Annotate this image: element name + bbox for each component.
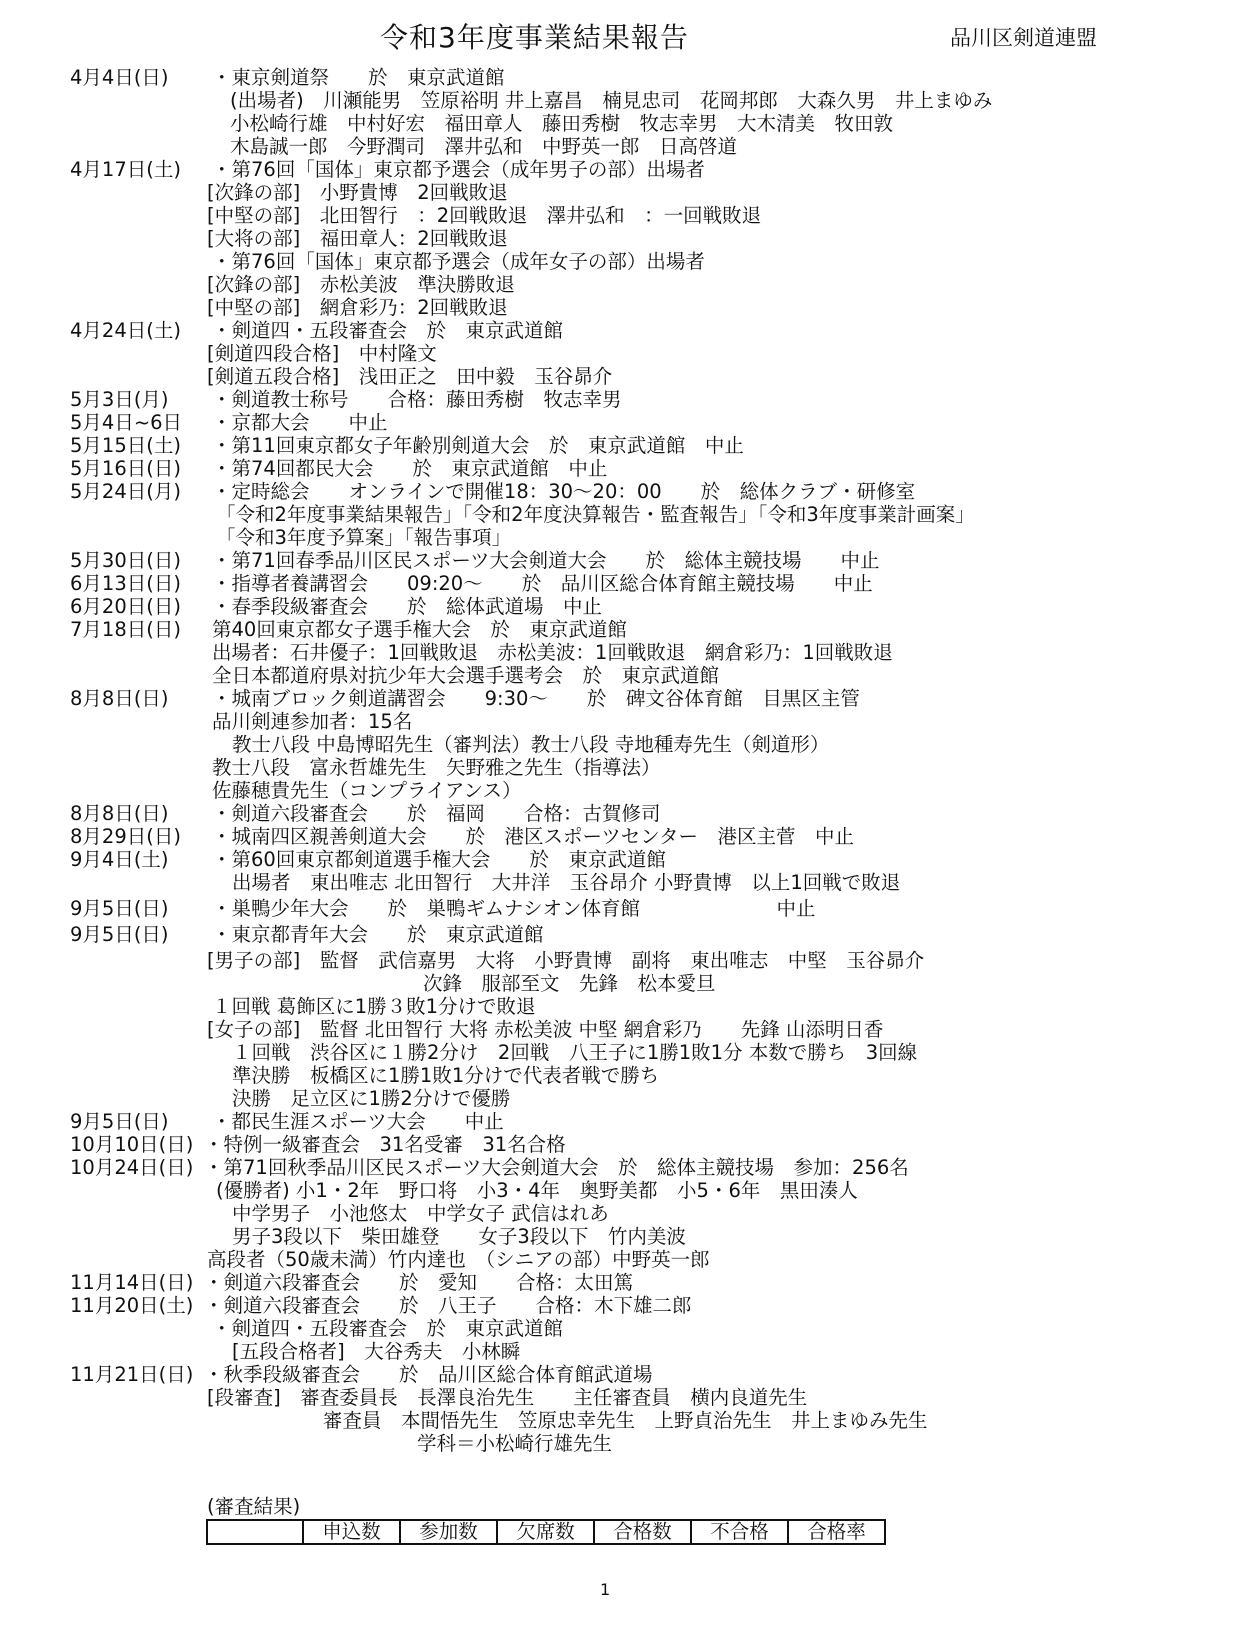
table-header-cell: 申込数 [303, 1520, 400, 1544]
page-number: 1 [600, 1580, 611, 1599]
entry-date: 8月8日(日) [70, 687, 169, 710]
entry-date: 8月8日(日) [70, 802, 169, 825]
entry-text: 教士八段 中島博昭先生（審判法）教士八段 寺地種寿先生（剣道形） [232, 733, 830, 756]
entry-text: ・第11回東京都女子年齢別剣道大会 於 東京武道館 中止 [212, 434, 744, 457]
entry-text: 木島誠一郎 今野潤司 澤井弘和 中野英一郎 日高啓道 [230, 135, 738, 158]
entry-text: [大将の部] 福田章人：2回戦敗退 [207, 227, 508, 250]
entry-text: ・第60回東京都剣道選手権大会 於 東京武道館 [212, 848, 666, 871]
entry-text: ・都民生涯スポーツ大会 中止 [212, 1110, 504, 1133]
entry-date: 5月4日~6日 [70, 411, 183, 434]
entry-date: 11月20日(土) [70, 1294, 194, 1317]
entry-date: 5月3日(月) [70, 388, 169, 411]
table-header-cell: 合格数 [594, 1520, 691, 1544]
entry-date: 10月24日(日) [70, 1156, 194, 1179]
entry-date: 11月14日(日) [70, 1271, 194, 1294]
table-header-cell: 参加数 [400, 1520, 497, 1544]
entry-text: ・城南四区親善剣道大会 於 港区スポーツセンター 港区主菅 中止 [212, 825, 854, 848]
entry-text: ・秋季段級審査会 於 品川区総合体育館武道場 [204, 1363, 653, 1386]
entry-date: 5月15日(土) [70, 434, 181, 457]
entry-text: 佐藤穂貴先生（コンプライアンス） [212, 779, 522, 802]
entry-text: ・春季段級審査会 於 総体武道場 中止 [212, 595, 603, 618]
entry-date: 11月21日(日) [70, 1363, 194, 1386]
entry-date: 6月20日(日) [70, 595, 181, 618]
entry-text: ・第71回春季品川区民スポーツ大会剣道大会 於 総体主競技場 中止 [212, 549, 880, 572]
entry-text: ・東京剣道祭 於 東京武道館 [212, 66, 505, 89]
entry-text: ・京都大会 中止 [212, 411, 388, 434]
entry-text: ・第74回都民大会 於 東京武道館 中止 [212, 457, 608, 480]
entry-date: 8月29日(日) [70, 825, 181, 848]
entry-text: 学科＝小松崎行雄先生 [417, 1432, 613, 1455]
entry-date: 5月16日(日) [70, 457, 181, 480]
entry-text: (出場者) 川瀬能男 笠原裕明 井上嘉昌 楠見忠司 花岡邦郎 大森久男 井上まゆみ [230, 89, 993, 112]
entry-text: 「令和3年度予算案」「報告事項」 [216, 526, 512, 549]
table-header-row [207, 1520, 885, 1544]
entry-text: ・剣道教士称号 合格：藤田秀樹 牧志幸男 [212, 388, 622, 411]
entry-date: 5月24日(月) [70, 480, 181, 503]
entry-date: 5月30日(日) [70, 549, 181, 572]
entry-text: 全日本都道府県対抗少年大会選手選考会 於 東京武道館 [212, 664, 720, 687]
entry-text: ・特例一級審査会 31名受審 31名合格 [204, 1133, 566, 1156]
entry-text: [段審査] 審査委員長 長澤良治先生 主任審査員 横内良道先生 [207, 1386, 808, 1409]
entry-date: 9月4日(土) [70, 848, 169, 871]
entry-text: [女子の部] 監督 北田智行 大将 赤松美波 中堅 網倉彩乃 先鋒 山添明日香 [207, 1018, 884, 1041]
entry-text: ・指導者養講習会 09:20～ 於 品川区総合体育館主競技場 中止 [212, 572, 873, 595]
entry-date: 9月5日(日) [70, 923, 169, 946]
entry-text: ・第76回「国体」東京都予選会（成年女子の部）出場者 [212, 250, 705, 273]
entry-text: 出場者：石井優子：1回戦敗退 赤松美波：1回戦敗退 網倉彩乃：1回戦敗退 [212, 641, 893, 664]
entry-text: 審査員 本間悟先生 笠原忠幸先生 上野貞治先生 井上まゆみ先生 [323, 1409, 928, 1432]
page-title: 令和3年度事業結果報告 [380, 21, 689, 54]
entry-text: ・剣道六段審査会 於 福岡 合格：古賀修司 [212, 802, 661, 825]
entry-text: 男子3段以下 柴田雄登 女子3段以下 竹内美波 [232, 1225, 686, 1248]
table-header-cell: 合格率 [788, 1520, 885, 1544]
entry-text: ・第76回「国体」東京都予選会（成年男子の部）出場者 [212, 158, 705, 181]
entry-text: ・剣道六段審査会 於 愛知 合格：太田篤 [204, 1271, 634, 1294]
entry-text: [男子の部] 監督 武信嘉男 大将 小野貴博 副将 東出唯志 中堅 玉谷昴介 [207, 949, 925, 972]
entry-text: ・城南ブロック剣道講習会 9:30～ 於 碑文谷体育館 目黒区主管 [212, 687, 860, 710]
table-header-cell: 不合格 [691, 1520, 788, 1544]
entry-text: [剣道五段合格] 浅田正之 田中毅 玉谷昴介 [207, 365, 613, 388]
entry-date: 4月17日(土) [70, 158, 181, 181]
entry-text: [次鋒の部] 赤松美波 準決勝敗退 [207, 273, 515, 296]
entry-text: 高段者（50歳未満）竹内達也 （シニアの部）中野英一郎 [207, 1248, 710, 1271]
entry-date: 4月24日(土) [70, 319, 181, 342]
entry-text: 教士八段 富永哲雄先生 矢野雅之先生（指導法） [212, 756, 661, 779]
table-header-cell: 欠席数 [497, 1520, 594, 1544]
entry-date: 7月18日(日) [70, 618, 181, 641]
entry-text: ・剣道四・五段審査会 於 東京武道館 [212, 319, 564, 342]
entry-text: １回戦 葛飾区に1勝３敗1分けで敗退 [212, 995, 536, 1018]
entry-text: 中学男子 小池悠太 中学女子 武信はれあ [232, 1202, 609, 1225]
entry-date: 9月5日(日) [70, 897, 169, 920]
entry-date: 9月5日(日) [70, 1110, 169, 1133]
entry-text: 小松崎行雄 中村好宏 福田章人 藤田秀樹 牧志幸男 大木清美 牧田敦 [230, 112, 894, 135]
entry-date: 6月13日(日) [70, 572, 181, 595]
entry-text: 品川剣連参加者：15名 [212, 710, 413, 733]
entry-text: ・第71回秋季品川区民スポーツ大会剣道大会 於 総体主競技場 参加：256名 [204, 1156, 909, 1179]
entry-text: 準決勝 板橋区に1勝1敗1分けで代表者戦で勝ち [232, 1064, 660, 1087]
entry-text: (優勝者) 小1・2年 野口将 小3・4年 奥野美都 小5・6年 黒田湊人 [216, 1179, 858, 1202]
entry-text: 第40回東京都女子選手権大会 於 東京武道館 [212, 618, 627, 641]
entry-text: [中堅の部] 北田智行 ：2回戦敗退 澤井弘和 ：一回戦敗退 [207, 204, 762, 227]
table-header-cell [207, 1520, 303, 1544]
entry-text: 「令和2年度事業結果報告」「令和2年度決算報告・監査報告」「令和3年度事業計画案」 [216, 503, 975, 526]
exam-results-table [206, 1519, 886, 1545]
entry-text: ・東京都青年大会 於 東京武道館 [212, 923, 544, 946]
entry-text: 決勝 足立区に1勝2分けで優勝 [232, 1087, 511, 1110]
entry-text: ・剣道六段審査会 於 八王子 合格：木下雄二郎 [204, 1294, 692, 1317]
results-label: (審査結果) [207, 1495, 301, 1518]
entry-date: 4月4日(日) [70, 66, 169, 89]
entry-date: 10月10日(日) [70, 1133, 194, 1156]
entry-text: １回戦 渋谷区に１勝2分け 2回戦 八王子に1勝1敗1分 本数で勝ち 3回線 [232, 1041, 918, 1064]
entry-text: [次鋒の部] 小野貴博 2回戦敗退 [207, 181, 508, 204]
entry-text: ・剣道四・五段審査会 於 東京武道館 [212, 1317, 564, 1340]
entry-text: [五段合格者] 大谷秀夫 小林瞬 [232, 1340, 521, 1363]
entry-text: ・定時総会 オンラインで開催18：30～20：00 於 総体クラブ・研修室 [212, 480, 916, 503]
organization-name: 品川区剣道連盟 [950, 26, 1097, 50]
entry-text: [中堅の部] 網倉彩乃：2回戦敗退 [207, 296, 508, 319]
entry-text: ・巣鴨少年大会 於 巣鴨ギムナシオン体育館 中止 [212, 897, 816, 920]
entry-text: [剣道四段合格] 中村隆文 [207, 342, 437, 365]
entry-text: 出場者 東出唯志 北田智行 大井洋 玉谷昂介 小野貴博 以上1回戦で敗退 [232, 871, 901, 894]
entry-text: 次鋒 服部至文 先鋒 松本愛旦 [423, 972, 716, 995]
